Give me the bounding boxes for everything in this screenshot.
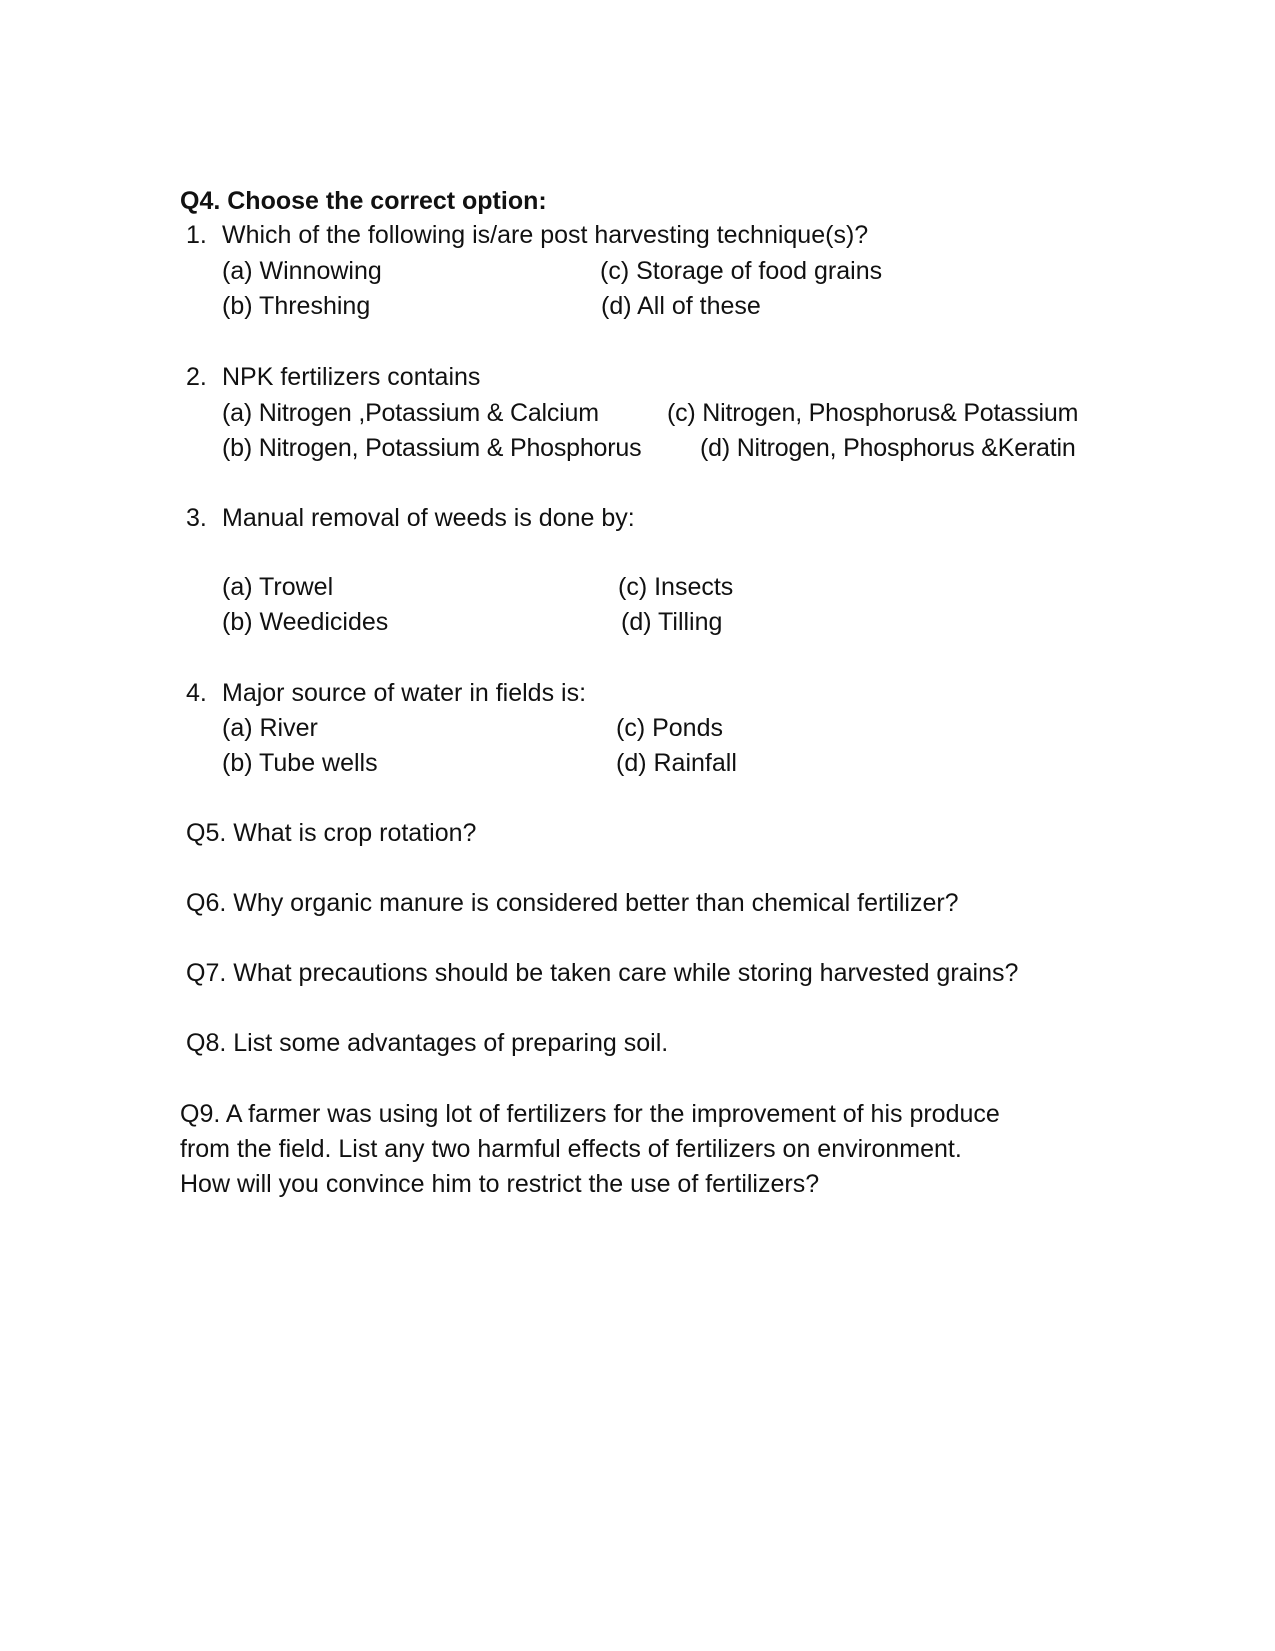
option-b: (b) Tube wells: [222, 749, 378, 777]
question-number: 4.: [186, 679, 207, 707]
question-text: Which of the following is/are post harvesting technique(s)?: [222, 221, 869, 249]
question-q6: Q6. Why organic manure is considered better than chemical fertilizer?: [186, 889, 959, 917]
option-a: (a) Nitrogen ,Potassium & Calcium: [222, 399, 599, 427]
q9-line: Q9. A farmer was using lot of fertilizers for the improvement of his produce: [180, 1100, 1000, 1128]
option-c: (c) Ponds: [616, 714, 723, 742]
question-number: 2.: [186, 363, 207, 391]
question-q7: Q7. What precautions should be taken care while storing harvested grains?: [186, 959, 1019, 987]
option-d: (d) Rainfall: [616, 749, 737, 777]
option-a: (a) River: [222, 714, 318, 742]
question-text: Major source of water in fields is:: [222, 679, 587, 707]
option-a: (a) Trowel: [222, 573, 334, 601]
q9-line: How will you convince him to restrict the use of fertilizers?: [180, 1170, 820, 1198]
option-b: (b) Nitrogen, Potassium & Phosphorus: [222, 434, 642, 462]
question-q5: Q5. What is crop rotation?: [186, 819, 477, 847]
option-b: (b) Threshing: [222, 292, 371, 320]
option-d: (d) Tilling: [621, 608, 723, 636]
question-text: Manual removal of weeds is done by:: [222, 504, 635, 532]
option-c: (c) Storage of food grains: [600, 257, 883, 285]
option-c: (c) Nitrogen, Phosphorus& Potassium: [667, 399, 1079, 427]
option-b: (b) Weedicides: [222, 608, 389, 636]
option-a: (a) Winnowing: [222, 257, 382, 285]
option-c: (c) Insects: [618, 573, 734, 601]
option-d: (d) Nitrogen, Phosphorus &Keratin: [700, 434, 1076, 462]
q9-line: from the field. List any two harmful effects of fertilizers on environment.: [180, 1135, 962, 1163]
question-number: 3.: [186, 504, 207, 532]
question-number: 1.: [186, 221, 207, 249]
option-d: (d) All of these: [601, 292, 761, 320]
q4-heading: Q4. Choose the correct option:: [180, 187, 547, 215]
question-q8: Q8. List some advantages of preparing soil.: [186, 1029, 669, 1057]
question-text: NPK fertilizers contains: [222, 363, 481, 391]
